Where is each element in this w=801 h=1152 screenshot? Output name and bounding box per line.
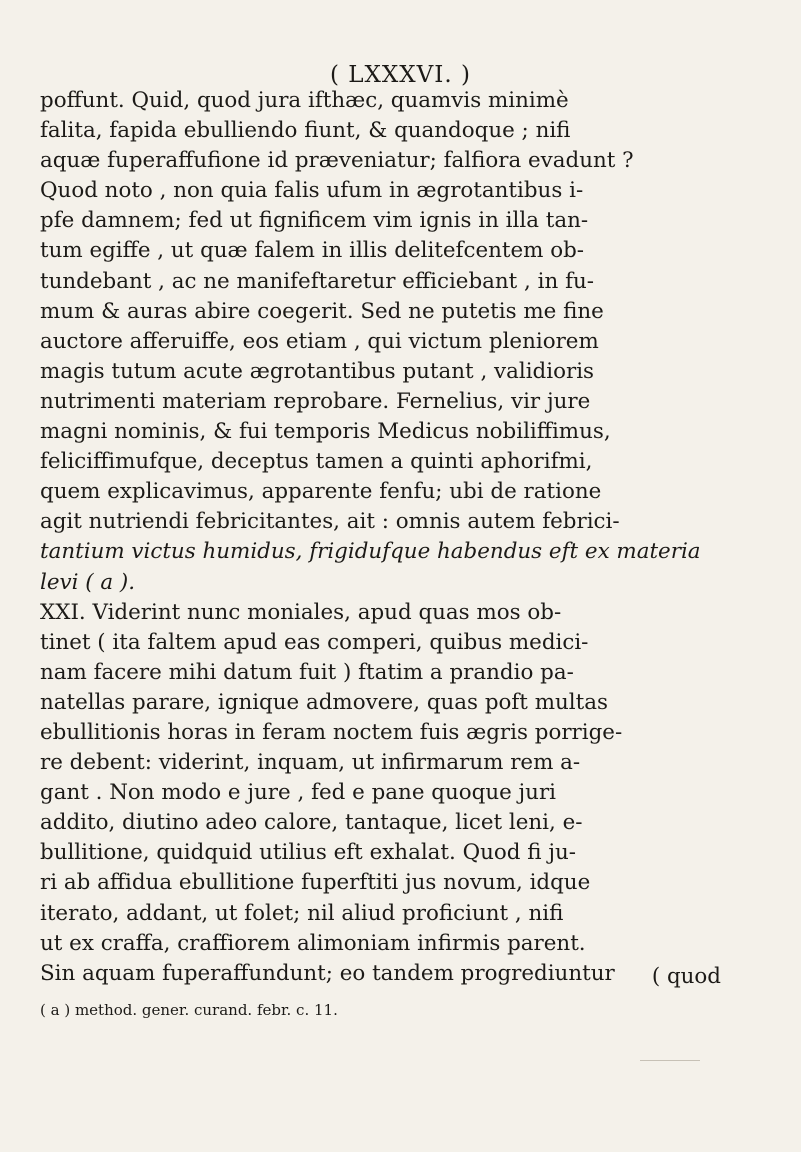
text-line: tundebant , ac ne manifeftaretur efficiebant , in fu- xyxy=(40,268,594,294)
text-line: aquæ fuperaffufione id præveniatur; falfiora evadunt ? xyxy=(40,148,634,174)
text-line: re debent: viderint, inquam, ut infirmarum rem a- xyxy=(40,750,581,776)
text-line: ri ab affidua ebullitione fuperftiti jus novum, idque xyxy=(40,870,591,896)
page-header: ( LXXXVI. ) xyxy=(330,62,471,88)
text-line: ut ex craffa, craffiorem alimoniam infirmis parent. xyxy=(40,930,586,956)
text-line: tantium victus humidus, frigidufque habendus eft ex materia xyxy=(40,539,701,565)
text-line: addito, diutino adeo calore, tantaque, licet leni, e- xyxy=(40,810,583,836)
text-line: nam facere mihi datum fuit ) ftatim a prandio pa- xyxy=(40,659,574,685)
footnote: ( a ) method. gener. curand. febr. c. 11. xyxy=(40,1001,338,1019)
text-line: Quod noto , non quia falis ufum in ægrotantibus i- xyxy=(40,178,584,204)
text-line: natellas parare, ignique admovere, quas poft multas xyxy=(40,689,608,715)
text-line: ebullitionis horas in feram noctem fuis ægris porrige- xyxy=(40,719,623,745)
catchword: ( quod xyxy=(651,964,721,989)
text-line: poffunt. Quid, quod jura ifthæc, quamvis minimè xyxy=(40,88,569,113)
text-line: iterato, addant, ut folet; nil aliud proficiunt , nifi xyxy=(40,900,564,926)
text-line: quem explicavimus, apparente fenfu; ubi de ratione xyxy=(40,479,602,505)
text-line: nutrimenti materiam reprobare. Fernelius, vir jure xyxy=(40,388,591,414)
body-text xyxy=(40,86,780,989)
text-line: magis tutum acute ægrotantibus putant , validioris xyxy=(40,358,595,384)
text-line: tinet ( ita faltem apud eas comperi, quibus medici- xyxy=(40,629,589,655)
text-line: pfe damnem; fed ut fignificem vim ignis in illa tan- xyxy=(40,208,589,234)
text-line: auctore afferuiffe, eos etiam , qui victum pleniorem xyxy=(40,328,599,354)
footer-rule xyxy=(640,1060,700,1061)
text-line: mum & auras abire coegerit. Sed ne putetis me fine xyxy=(40,298,604,324)
text-line: magni nominis, & fui temporis Medicus nobiliffimus, xyxy=(40,419,611,445)
text-line: levi ( a ). xyxy=(40,569,136,595)
text-line: agit nutriendi febricitantes, ait : omnis autem febrici- xyxy=(40,509,620,535)
text-line: bullitione, quidquid utilius eft exhalat. Quod fi ju- xyxy=(40,840,576,866)
text-line: falita, fapida ebulliendo fiunt, & quandoque ; nifi xyxy=(40,118,571,144)
text-line: feliciffimufque, deceptus tamen a quinti aphorifmi, xyxy=(40,449,593,475)
text-line: tum egiffe , ut quæ falem in illis delitefcentem ob- xyxy=(40,238,585,264)
text-line: gant . Non modo e jure , fed e pane quoque juri xyxy=(40,780,557,806)
text-line: XXI. Viderint nunc moniales, apud quas mos ob- xyxy=(40,599,562,625)
text-line: Sin aquam fuperaffundunt; eo tandem progrediuntur xyxy=(40,960,615,986)
